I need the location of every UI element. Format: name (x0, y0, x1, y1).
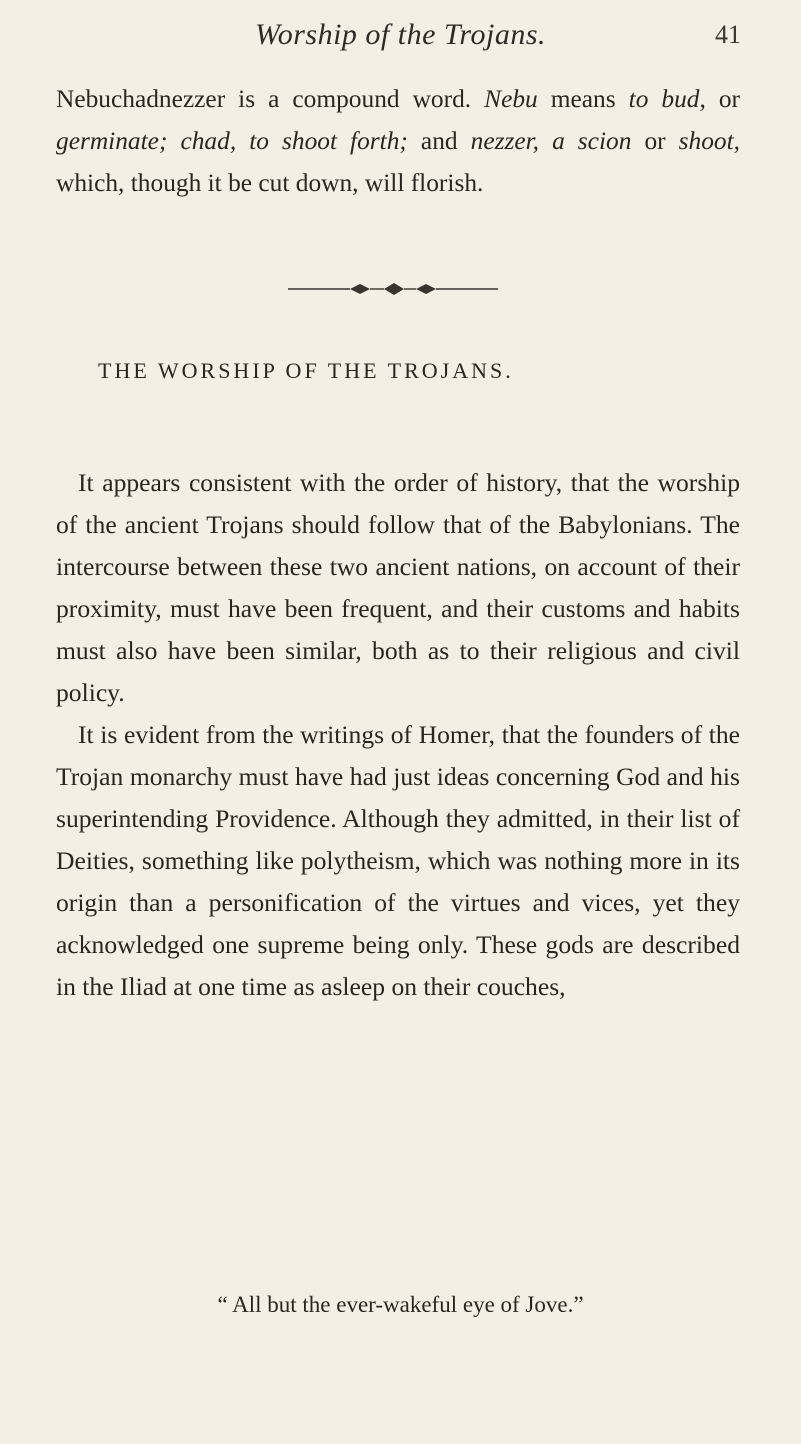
text-segment (167, 127, 180, 155)
running-head (0, 18, 801, 58)
body-text (56, 462, 740, 1008)
text-segment: means (537, 85, 629, 113)
text-segment: or (631, 127, 679, 155)
text-segment: and (407, 127, 471, 155)
section-heading: THE WORSHIP OF THE TROJANS. (98, 358, 514, 383)
italic-term: germinate; (56, 127, 168, 155)
italic-term: shoot, (678, 127, 740, 155)
text-segment: which, though it be cut down, will florish. (56, 169, 484, 197)
page-number: 41 (715, 20, 741, 49)
body-paragraph: It is evident from the writings of Homer, that the founders of the Trojan monarchy must have had just ideas concerning God and his superintending Providence. Although they admitted, in their list of Deities, something like polytheism, which was nothing more in its origin than a personification of the virtues and vices, yet they acknowledged one supreme being only. These gods are described in the Iliad at one time as asleep on their couches, (56, 720, 740, 1001)
italic-term: chad, to shoot forth; (180, 127, 408, 155)
body-paragraph: It appears consistent with the order of history, that the worship of the ancient Trojans should follow that of the Babylonians. The intercourse between these two ancient nations, on account of their proximity, must have been frequent, and their customs and habits must also have been similar, both as to their religious and civil policy. (56, 468, 740, 707)
top-paragraph (56, 78, 740, 204)
ornamental-divider (288, 282, 498, 296)
italic-term: to bud, (628, 85, 706, 113)
italic-term: Nebu (484, 85, 538, 113)
italic-term: nezzer, a scion (470, 127, 632, 155)
text-segment: Nebuchadnezzer is a compound word. (56, 85, 485, 113)
text-segment: or (705, 85, 741, 113)
running-title: Worship of the Trojans. (255, 18, 547, 51)
verse-quote: “ All but the ever-wakeful eye of Jove.” (217, 1292, 584, 1317)
